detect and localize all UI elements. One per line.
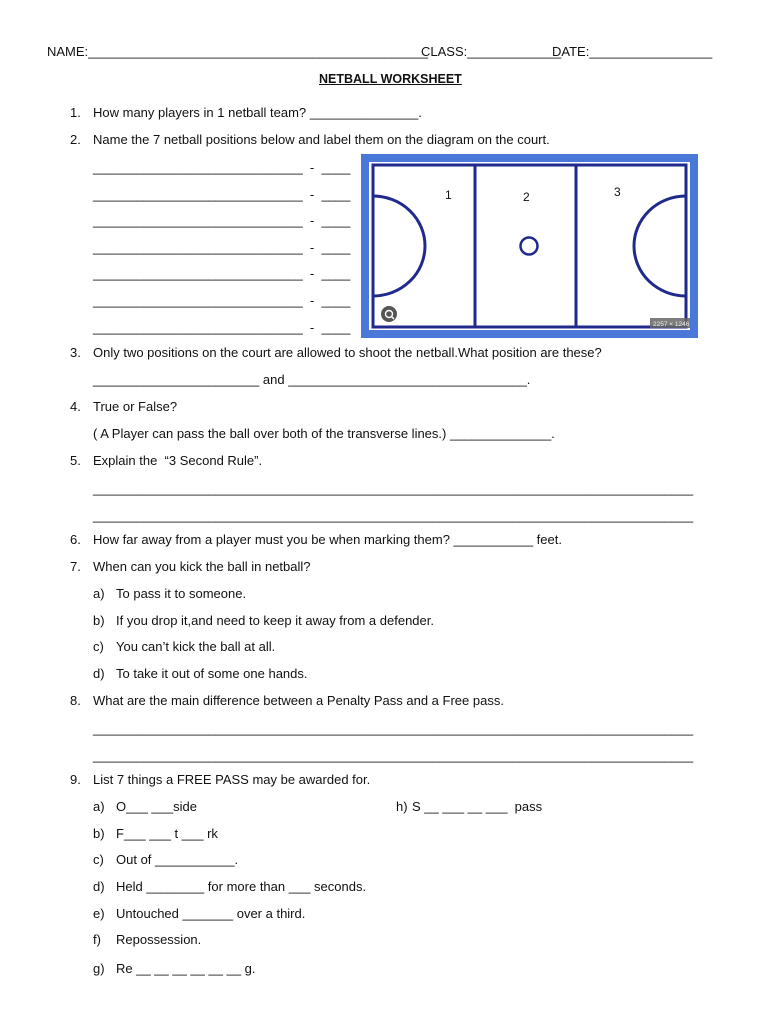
item-letter: h) xyxy=(396,799,408,814)
question-4-statement[interactable]: ( A Player can pass the ball over both of the transverse lines.) ______________. xyxy=(93,426,555,441)
answer-line[interactable]: ___________________________________________________________________________________ xyxy=(93,748,694,763)
page-title: NETBALL WORKSHEET xyxy=(319,72,462,86)
date-field[interactable]: DATE:_________________ xyxy=(552,44,713,59)
option-text[interactable]: If you drop it,and need to keep it away from a defender. xyxy=(116,613,434,628)
question-6-number: 6. xyxy=(70,532,81,547)
question-3-answer[interactable]: _______________________ and _________________________________. xyxy=(93,372,531,387)
question-3-text: Only two positions on the court are allowed to shoot the netball.What position are these? xyxy=(93,345,602,360)
item-text[interactable]: Untouched _______ over a third. xyxy=(116,906,306,921)
question-8-number: 8. xyxy=(70,693,81,708)
item-letter: f) xyxy=(93,932,101,947)
image-search-icon xyxy=(381,306,397,322)
item-letter: c) xyxy=(93,852,104,867)
item-letter: e) xyxy=(93,906,105,921)
item-letter: a) xyxy=(93,799,105,814)
question-7-text: When can you kick the ball in netball? xyxy=(93,559,311,574)
court-label-3: 3 xyxy=(614,185,621,199)
option-text[interactable]: To take it out of some one hands. xyxy=(116,666,308,681)
item-text[interactable]: O___ ___side xyxy=(116,799,197,814)
item-text[interactable]: Repossession. xyxy=(116,932,202,947)
name-field[interactable]: NAME:_______________________________________________ xyxy=(47,44,428,59)
position-blank-3[interactable]: _____________________________ - ____ xyxy=(93,213,351,228)
position-blank-4[interactable]: _____________________________ - ____ xyxy=(93,240,351,255)
item-text[interactable]: Out of ___________. xyxy=(116,852,239,867)
question-4-number: 4. xyxy=(70,399,81,414)
question-5-text: Explain the “3 Second Rule”. xyxy=(93,453,263,468)
court-label-2: 2 xyxy=(523,190,530,204)
position-blank-7[interactable]: _____________________________ - ____ xyxy=(93,320,351,335)
answer-line[interactable]: ___________________________________________________________________________________ xyxy=(93,508,694,523)
class-field[interactable]: CLASS:_____________ xyxy=(421,44,562,59)
court-svg xyxy=(361,154,698,338)
question-1-text: How many players in 1 netball team? _______________. xyxy=(93,105,422,120)
item-text[interactable]: Held ________ for more than ___ seconds. xyxy=(116,879,367,894)
position-blank-1[interactable]: _____________________________ - ____ xyxy=(93,160,351,175)
court-label-1: 1 xyxy=(445,188,452,202)
question-2-number: 2. xyxy=(70,132,81,147)
option-text[interactable]: You can’t kick the ball at all. xyxy=(116,639,276,654)
netball-court-diagram xyxy=(361,154,698,338)
image-size-caption: 2257 × 1246 xyxy=(653,321,690,328)
question-9-number: 9. xyxy=(70,772,81,787)
question-6-text: How far away from a player must you be when marking them? ___________ feet. xyxy=(93,532,562,547)
item-letter: g) xyxy=(93,961,105,976)
question-2-text: Name the 7 netball positions below and label them on the diagram on the court. xyxy=(93,132,550,147)
position-blank-6[interactable]: _____________________________ - ____ xyxy=(93,293,351,308)
question-9-text: List 7 things a FREE PASS may be awarded for. xyxy=(93,772,371,787)
option-text[interactable]: To pass it to someone. xyxy=(116,586,247,601)
answer-line[interactable]: ___________________________________________________________________________________ xyxy=(93,481,694,496)
option-letter: d) xyxy=(93,666,105,681)
item-letter: b) xyxy=(93,826,105,841)
position-blank-5[interactable]: _____________________________ - ____ xyxy=(93,266,351,281)
item-text[interactable]: S __ ___ __ ___ pass xyxy=(412,799,543,814)
question-1-number: 1. xyxy=(70,105,81,120)
option-letter: a) xyxy=(93,586,105,601)
item-text[interactable]: Re __ __ __ __ __ __ g. xyxy=(116,961,256,976)
answer-line[interactable]: ___________________________________________________________________________________ xyxy=(93,721,694,736)
position-blank-2[interactable]: _____________________________ - ____ xyxy=(93,187,351,202)
question-3-number: 3. xyxy=(70,345,81,360)
court-surface xyxy=(369,162,690,330)
question-4-text: True or False? xyxy=(93,399,178,414)
option-letter: c) xyxy=(93,639,104,654)
item-text[interactable]: F___ ___ t ___ rk xyxy=(116,826,218,841)
question-5-number: 5. xyxy=(70,453,81,468)
question-8-text: What are the main difference between a Penalty Pass and a Free pass. xyxy=(93,693,504,708)
option-letter: b) xyxy=(93,613,105,628)
question-7-number: 7. xyxy=(70,559,81,574)
item-letter: d) xyxy=(93,879,105,894)
